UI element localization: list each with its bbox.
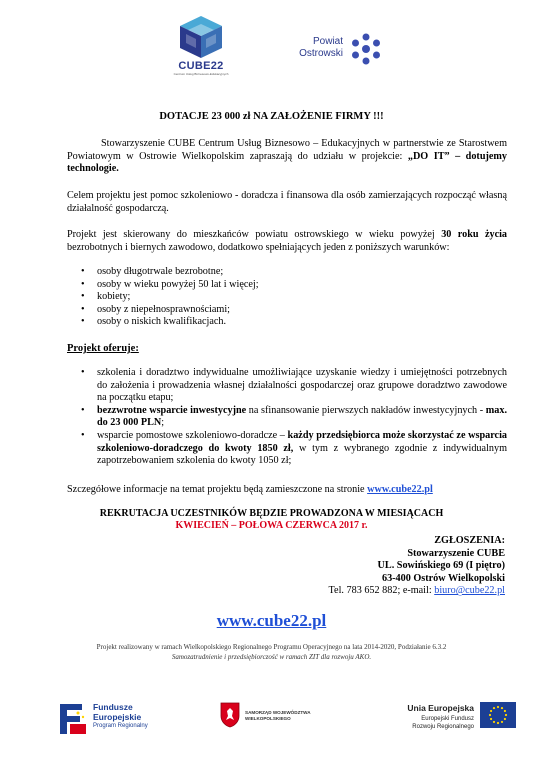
list-item: • kobiety; [97, 291, 497, 304]
eu-star-icon [505, 714, 507, 716]
target-paragraph [67, 229, 507, 254]
ue-line2: Europejski Fundusz [421, 716, 474, 722]
eu-star-icon [490, 718, 492, 720]
offer-list [97, 367, 507, 468]
samorzad-logo [220, 702, 360, 736]
coat-of-arms-icon [220, 702, 240, 728]
details-text: Szczegółowe informacje na temat projektu będą zamieszczone na stronie [67, 484, 365, 495]
contact-org: Stowarzyszenie CUBE [407, 547, 505, 559]
contact-email-link[interactable]: biuro@cube22.pl [434, 585, 505, 597]
fundusze-line2: Europejskie [93, 712, 142, 722]
offer-item2-bold1: bezzwrotne wsparcie inwestycyjne [97, 404, 247, 416]
recruitment-dates: KWIECIEŃ – POŁOWA CZERWCA 2017 r. [175, 520, 368, 531]
cube-logo-name: CUBE22 [178, 60, 224, 72]
eu-star-icon [504, 710, 506, 712]
offer-item2-bold2: max. do 23 000 PLN [97, 404, 507, 429]
eu-star-icon [490, 710, 492, 712]
contact-heading: ZGŁOSZENIA: [434, 535, 505, 546]
eu-star-icon [497, 706, 499, 708]
details-paragraph [67, 484, 507, 497]
eu-flag-icon [480, 702, 516, 728]
list-item [97, 430, 507, 468]
fundusze-line3: Program Regionalny [93, 723, 148, 729]
contact-phone-line [205, 585, 505, 598]
contact-street: UL. Sowińskiego 69 (I piętro) [377, 560, 505, 572]
offer-item2-text: na sfinansowanie pierwszych nakładów inwestycyjnych - [246, 404, 486, 416]
eu-star-icon [489, 714, 491, 716]
fundusze-line1: Fundusze [93, 702, 133, 712]
conditions-list [97, 266, 497, 329]
ue-line3: Rozwoju Regionalnego [412, 724, 474, 730]
list-item: • osoby z niepełnosprawnościami; [97, 304, 497, 317]
offer-item3-pre: wsparcie pomostowe szkoleniowo-doradcze – [97, 429, 288, 441]
offer-heading: Projekt oferuje: [67, 343, 139, 354]
offer-item3-post: w tym z wybranego zgodnie z indywidualnym zapotrzebowaniem szkolenia do kwoty 1050 zł; [97, 442, 507, 467]
target-post: bezrobotnych i biernych zawodowo, dodatkowo spełniających jeden z poniższych warunków: [67, 241, 450, 253]
list-item: • osoby długotrwale bezrobotne; [97, 266, 497, 279]
target-pre: Projekt jest skierowany do mieszkańców powiatu ostrowskiego w wieku powyżej [67, 229, 435, 240]
intro-text: Stowarzyszenie CUBE Centrum Usług Biznesowo – Edukacyjnych w partnerstwie ze Starostwem Powiatowym w Ostrowie Wielkopolskim zapraszają do udziału w projekcie: [67, 138, 507, 162]
cube-logo-tagline: Centrum Usług Biznesowo-Edukacyjnych [173, 72, 229, 76]
big-website-link[interactable]: www.cube22.pl [216, 611, 327, 630]
footnote-line2: Samozatrudnienie i przedsiębiorczość w ramach ZIT dla rozwoju AKO. [171, 653, 372, 661]
intro-paragraph [67, 138, 507, 176]
cube-icon [160, 14, 242, 60]
footnote-line1: Projekt realizowany w ramach Wielkopolskiego Regionalnego Programu Operacyjnego na lata 2014-2020, Podziałanie 6.3.2 [96, 643, 447, 651]
eu-star-icon [504, 718, 506, 720]
project-name: „DO IT” – dotujemy technologie. [67, 150, 507, 175]
powiat-ostrowski-logo [283, 26, 393, 70]
contact-block [205, 535, 505, 598]
contact-city: 63-400 Ostrów Wielkopolski [381, 572, 505, 584]
eu-star-icon [493, 707, 495, 709]
samorzad-line2: WIELKOPOLSKIEGO [245, 716, 291, 721]
eu-star-icon [501, 721, 503, 723]
page-title: DOTACJE 23 000 zł NA ZAŁOŻENIE FIRMY !!! [159, 111, 384, 122]
fundusze-europejskie-logo [58, 700, 168, 740]
powiat-emblem-icon [349, 32, 383, 66]
list-item [97, 405, 507, 430]
ue-line1: Unia Europejska [407, 703, 474, 713]
offer-item3-bold: każdy przedsiębiorca może skorzystać ze wsparcia szkoleniowo-doradczego do kwoty 1850 zł, [97, 429, 507, 454]
eu-star-icon [493, 721, 495, 723]
contact-phone: Tel. 783 652 882; e-mail: [328, 585, 435, 597]
eu-star-icon [501, 707, 503, 709]
samorzad-line1: SAMORZĄD WOJEWÓDZTWA [245, 710, 311, 715]
list-item: • szkolenia i doradztwo indywidualne umożliwiające uzyskanie wiedzy i umiejętności potrzebnych do założenia i prowadzenia własnej działalności gospodarczej oraz grupowe doradztwo zawodowe na początku etapu; [97, 367, 507, 405]
list-item: • osoby w wieku powyżej 50 lat i więcej; [97, 279, 497, 292]
list-item: • osoby o niskich kwalifikacjach. [97, 316, 497, 329]
goal-paragraph: Celem projektu jest pomoc szkoleniowo - doradcza i finansowa dla osób zamierzających rozpocząć własną działalność gospodarczą. [67, 190, 507, 214]
website-link[interactable]: www.cube22.pl [367, 484, 433, 495]
recruitment-line1: REKRUTACJA UCZESTNIKÓW BĘDZIE PROWADZONA W MIESIĄCACH [99, 508, 444, 519]
offer-item2-end: ; [161, 417, 165, 429]
cube22-logo [160, 14, 242, 76]
eu-star-icon [497, 722, 499, 724]
fundusze-emblem-icon [58, 702, 88, 736]
powiat-logo-line1: Powiat [312, 36, 343, 47]
powiat-logo-line2: Ostrowski [299, 48, 343, 59]
unia-europejska-logo [384, 700, 519, 738]
target-age: 30 roku życia [441, 229, 508, 240]
